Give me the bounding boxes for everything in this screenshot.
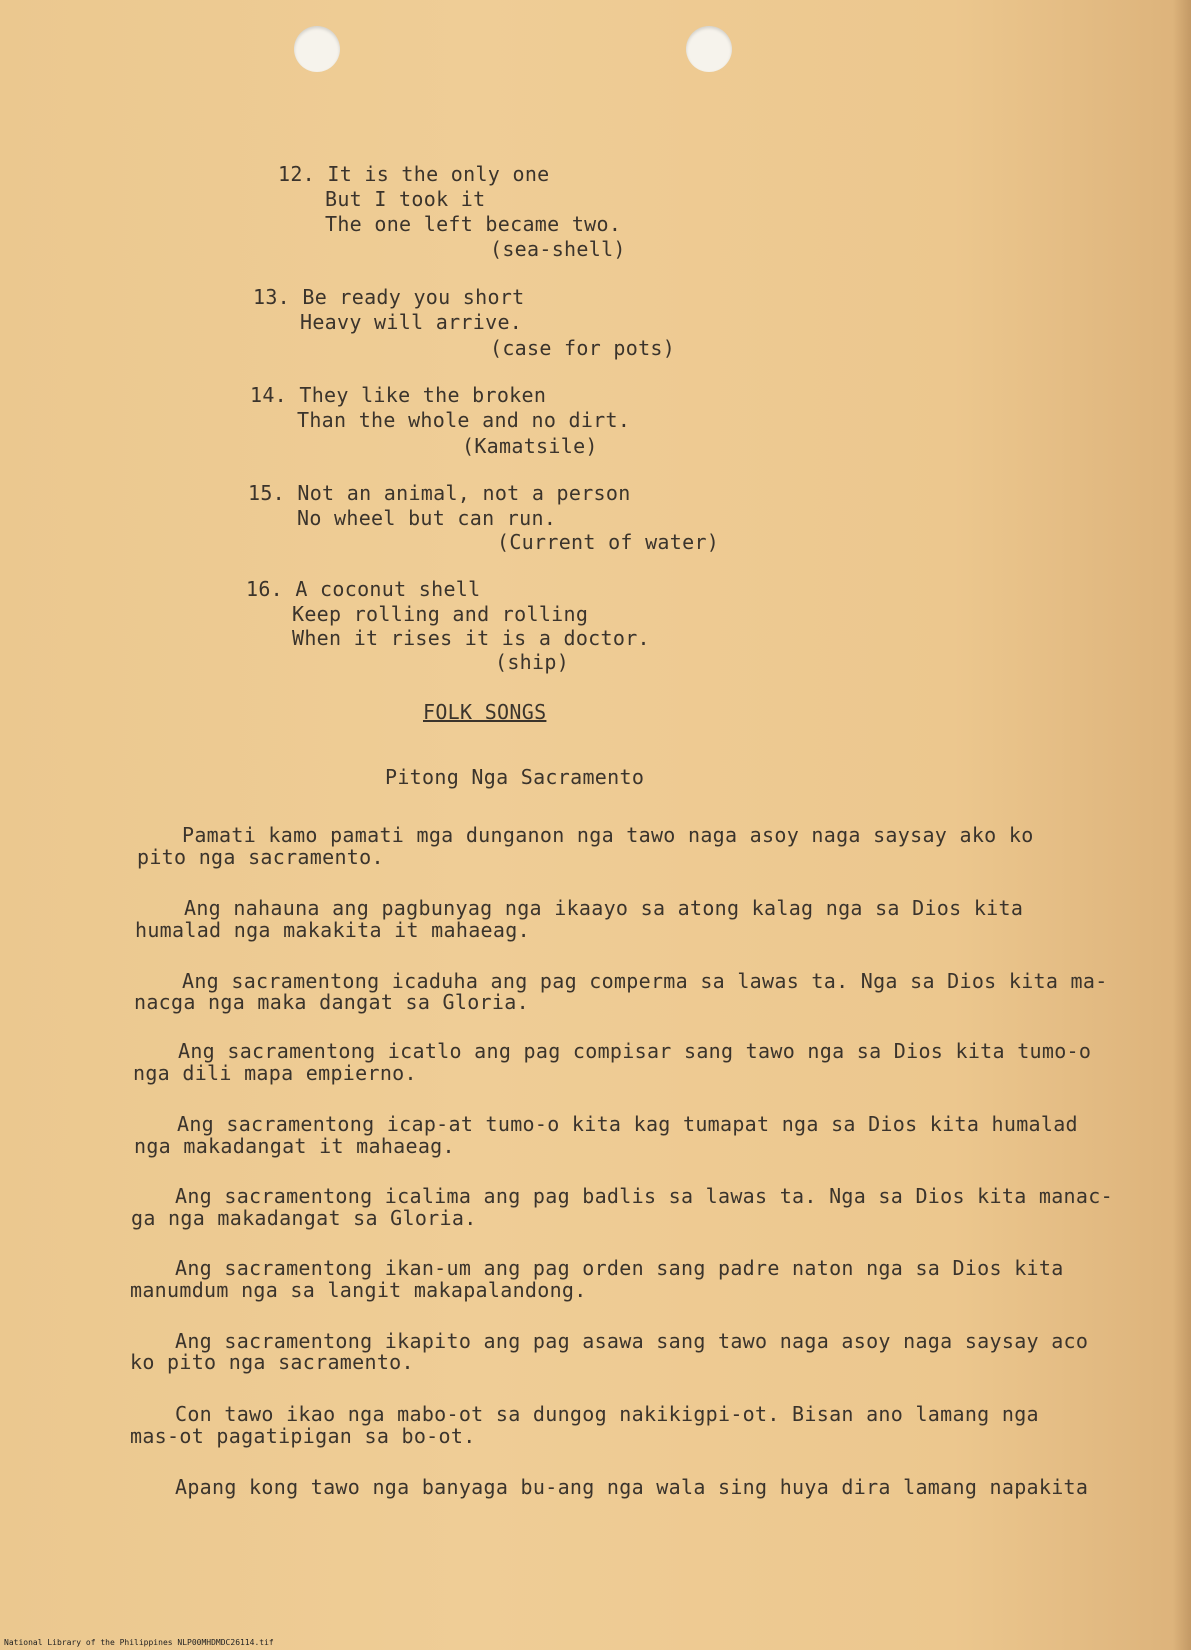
riddle-15: 15. Not an animal, not a person xyxy=(248,481,631,505)
song-paragraph-8-line-2: ko pito nga sacramento. xyxy=(130,1350,414,1374)
riddle-14-answer: (Kamatsile) xyxy=(462,434,598,458)
song-paragraph-6-line-2: ga nga makadangat sa Gloria. xyxy=(131,1206,477,1230)
riddle-14-line-2: Than the whole and no dirt. xyxy=(297,408,631,432)
song-paragraph-3-line-2: nacga nga maka dangat sa Gloria. xyxy=(134,990,529,1014)
riddle-13-answer: (case for pots) xyxy=(490,336,676,360)
page-edge-shadow xyxy=(1173,0,1191,1650)
riddle-12-line-3: The one left became two. xyxy=(325,212,622,236)
song-paragraph-4-line-2: nga dili mapa empierno. xyxy=(133,1061,417,1085)
section-heading: FOLK SONGS xyxy=(423,700,547,724)
song-paragraph-2-line-2: humalad nga makakita it mahaeag. xyxy=(135,918,530,942)
song-paragraph-7-line-1: Ang sacramentong ikan-um ang pag orden sang padre naton nga sa Dios kita xyxy=(175,1256,1064,1280)
song-paragraph-5-line-2: nga makadangat it mahaeag. xyxy=(134,1134,455,1158)
riddle-12-line-2: But I took it xyxy=(325,187,486,211)
song-paragraph-9-line-2: mas-ot pagatipigan sa bo-ot. xyxy=(130,1424,476,1448)
punch-hole-left xyxy=(294,26,340,72)
punch-hole-right xyxy=(686,26,732,72)
riddle-14: 14. They like the broken xyxy=(250,383,547,407)
riddle-12-answer: (sea-shell) xyxy=(490,237,626,261)
song-paragraph-10-line-1: Apang kong tawo nga banyaga bu-ang nga wala sing huya dira lamang napakita xyxy=(175,1475,1089,1499)
song-paragraph-2-line-1: Ang nahauna ang pagbunyag nga ikaayo sa atong kalag nga sa Dios kita xyxy=(184,896,1024,920)
riddle-16-line-3: When it rises it is a doctor. xyxy=(292,626,650,650)
riddle-16: 16. A coconut shell xyxy=(246,577,481,601)
riddle-12: 12. It is the only one xyxy=(278,162,550,186)
song-paragraph-9-line-1: Con tawo ikao nga mabo-ot sa dungog nakikigpi-ot. Bisan ano lamang nga xyxy=(175,1402,1039,1426)
archive-footer: National Library of the Philippines NLP00MHDMDC26114.tif xyxy=(4,1638,274,1647)
song-paragraph-7-line-2: manumdum nga sa langit makapalandong. xyxy=(130,1278,587,1302)
song-paragraph-1-line-1: Pamati kamo pamati mga dunganon nga tawo naga asoy naga saysay ako ko xyxy=(182,823,1034,847)
riddle-15-line-2: No wheel but can run. xyxy=(297,506,557,530)
song-paragraph-5-line-1: Ang sacramentong icap-at tumo-o kita kag tumapat nga sa Dios kita humalad xyxy=(177,1112,1078,1136)
song-paragraph-3-line-1: Ang sacramentong icaduha ang pag comperma sa lawas ta. Nga sa Dios kita ma- xyxy=(182,969,1108,993)
song-paragraph-6-line-1: Ang sacramentong icalima ang pag badlis sa lawas ta. Nga sa Dios kita manac- xyxy=(175,1184,1113,1208)
song-paragraph-1-line-2: pito nga sacramento. xyxy=(137,845,384,869)
song-paragraph-8-line-1: Ang sacramentong ikapito ang pag asawa sang tawo naga asoy naga saysay aco xyxy=(175,1329,1089,1353)
riddle-13: 13. Be ready you short xyxy=(253,285,525,309)
riddle-16-line-2: Keep rolling and rolling xyxy=(292,602,589,626)
riddle-13-line-2: Heavy will arrive. xyxy=(300,310,523,334)
riddle-16-answer: (ship) xyxy=(495,650,570,674)
song-paragraph-4-line-1: Ang sacramentong icatlo ang pag compisar sang tawo nga sa Dios kita tumo-o xyxy=(178,1039,1092,1063)
song-title: Pitong Nga Sacramento xyxy=(385,765,645,789)
riddle-15-answer: (Current of water) xyxy=(497,530,720,554)
